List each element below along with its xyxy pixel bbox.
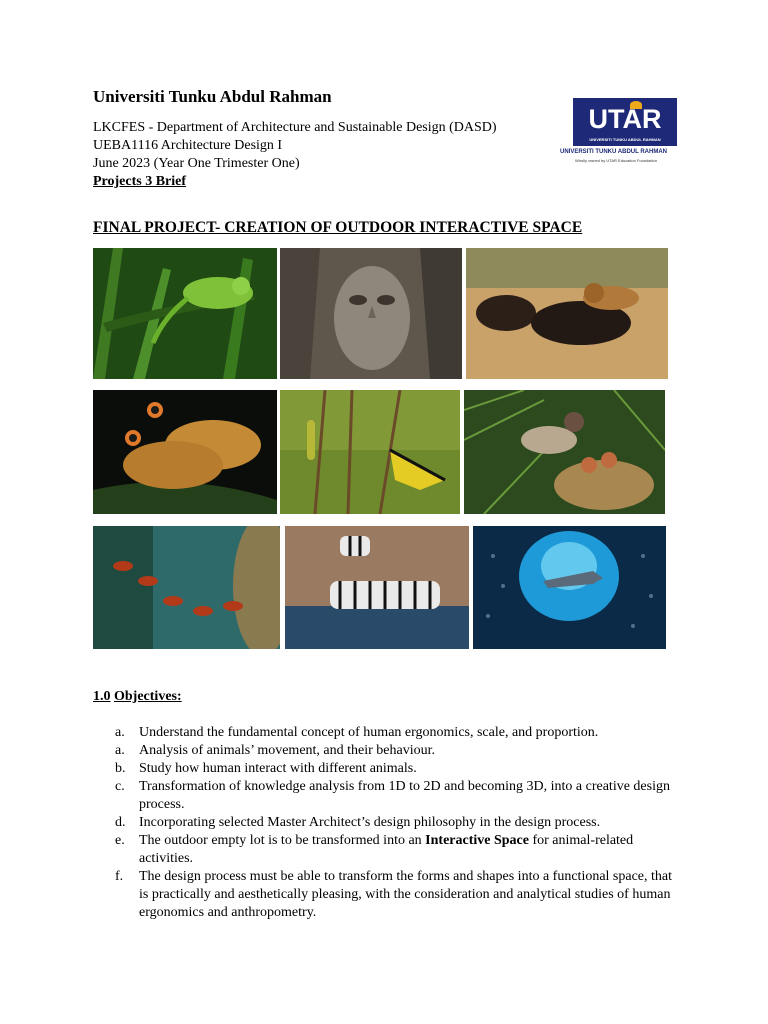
zebras-photo	[285, 526, 469, 649]
list-text: Incorporating selected Master Architect’s design philosophy in the design process.	[139, 815, 601, 830]
course-line: UEBA1116 Architecture Design I	[93, 138, 283, 153]
list-text: Study how human interact with different animals.	[139, 761, 417, 776]
session-line: June 2023 (Year One Trimester One)	[93, 156, 300, 171]
list-item	[115, 724, 675, 742]
list-item	[115, 760, 675, 778]
university-name: Universiti Tunku Abdul Rahman	[93, 87, 332, 106]
list-marker: a.	[115, 743, 125, 758]
list-text	[139, 832, 675, 868]
department-line: LKCFES - Department of Architecture and Sustainable Design (DASD)	[93, 120, 497, 135]
utar-logo	[573, 98, 677, 146]
list-marker: c.	[115, 779, 125, 794]
list-text: Analysis of animals’ movement, and their behaviour.	[139, 743, 436, 758]
list-marker: d.	[115, 815, 126, 830]
sparrow-nest-photo	[464, 390, 665, 514]
list-text: Understand the fundamental concept of human ergonomics, scale, and proportion.	[139, 725, 599, 740]
chameleon-photo	[93, 248, 277, 379]
list-text: Transformation of knowledge analysis from 1D to 2D and becoming 3D, into a creative design process.	[139, 779, 670, 812]
list-item	[115, 778, 675, 814]
text-post: for animal-related activities.	[139, 833, 634, 866]
list-marker: f.	[115, 869, 124, 884]
list-item	[115, 832, 675, 868]
section-number: 1.0	[93, 689, 111, 704]
logo-caption: UNIVERSITI TUNKU ABDUL RAHMAN	[560, 149, 667, 155]
objectives-heading	[93, 689, 182, 705]
list-text: The design process must be able to transform the forms and shapes into a functional space, that is practically and aesthetically pleasing, with the consideration and analytical studies of human ergonomics and anthropometry.	[139, 869, 673, 920]
logo-wordmark: UTAR	[588, 104, 662, 134]
interactive-space-term: Interactive Space	[425, 833, 529, 848]
logo-caption-sub: Wholly owned by UTAR Education Foundation	[575, 158, 657, 163]
fish-school-photo	[473, 526, 666, 649]
list-item	[115, 814, 675, 832]
list-marker: a.	[115, 725, 125, 740]
list-marker: b.	[115, 761, 126, 776]
list-item	[115, 742, 675, 760]
list-item	[115, 868, 675, 922]
logo-wordmark-sub: UNIVERSITI TUNKU ABDUL RAHMAN	[589, 137, 661, 142]
owl-photo	[280, 248, 462, 379]
ants-photo	[93, 526, 280, 649]
caterpillar-butterfly-photo	[280, 390, 460, 514]
lion-buffalo-photo	[466, 248, 668, 379]
frogs-photo	[93, 390, 277, 514]
project-title: FINAL PROJECT- CREATION OF OUTDOOR INTERACTIVE SPACE	[93, 219, 583, 236]
text-pre: The outdoor empty lot is to be transformed into an	[139, 833, 426, 848]
section-title: Objectives:	[114, 689, 182, 704]
objectives-list	[115, 724, 675, 922]
brief-label: Projects 3 Brief	[93, 174, 187, 189]
list-marker: e.	[115, 833, 125, 848]
